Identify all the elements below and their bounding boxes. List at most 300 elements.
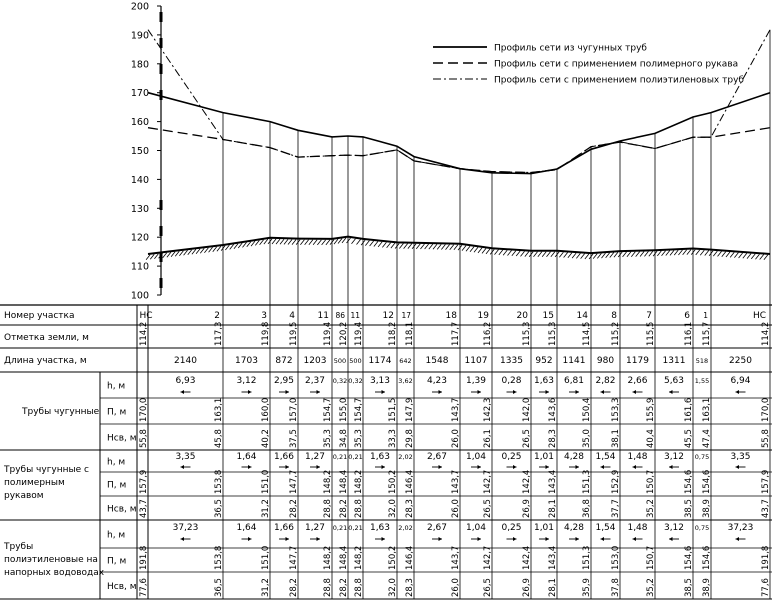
ground-mark-value: 114,5 (582, 321, 592, 346)
ground-hatch (696, 250, 700, 255)
sleeve-h-value: 1,01 (533, 452, 555, 462)
ground-hatch (730, 252, 734, 257)
sleeve-p-value: 152,9 (611, 469, 621, 494)
pe-h-value: 1,63 (369, 523, 391, 533)
ground-hatch (606, 253, 610, 258)
pe-p-value: 148,2 (354, 545, 364, 570)
ground-hatch (280, 239, 284, 244)
ground-hatch (734, 253, 738, 258)
cast-h-value: 3,13 (369, 376, 391, 386)
ground-hatch (276, 239, 280, 244)
sleeve-h-value: 0,75 (694, 453, 710, 461)
sleeve-hsv-value: 38,5 (684, 499, 694, 518)
section-length: 2250 (729, 356, 752, 366)
cast-h-value: 1,39 (465, 376, 487, 386)
pe-hsv-value: 28,2 (289, 578, 299, 597)
row-sublabel: h, м (107, 530, 126, 541)
flow-arrow-head (736, 390, 740, 394)
sleeve-p-value: 150,2 (388, 469, 398, 494)
flow-arrow-head (286, 465, 290, 469)
ground-hatch (747, 254, 751, 259)
ground-hatch (581, 254, 585, 259)
ground-hatch (437, 244, 441, 249)
cast-p-value: 142,3 (483, 397, 493, 422)
flow-arrow-head (513, 465, 517, 469)
pe-p-value: 151,0 (261, 545, 271, 570)
ground-hatch (503, 250, 507, 255)
ground-hatch (623, 252, 627, 257)
cast-h-value: 0,32 (332, 377, 348, 385)
section-length: 2140 (174, 356, 197, 366)
flow-arrow-head (633, 537, 637, 541)
cast-p-value: 170,0 (139, 397, 149, 422)
section-length: 1203 (303, 356, 327, 366)
flow-arrow-head (317, 465, 321, 469)
ground-hatch (309, 240, 313, 245)
ground-hatch (576, 253, 580, 258)
pe-hsv-value: 26,0 (451, 578, 461, 597)
row-label-sleeve-line-2: полимерным (4, 478, 65, 488)
cast-hsv-value: 26,1 (483, 429, 493, 448)
ground-mark-value: 115,3 (548, 321, 558, 346)
ground-hatch (572, 253, 576, 258)
cast-p-value: 163,1 (214, 397, 224, 422)
ground-mark-value: 119,4 (354, 321, 364, 346)
flow-arrow-head (736, 465, 740, 469)
ground-mark-value: 118,1 (405, 321, 415, 346)
ground-hatch (466, 246, 470, 251)
ground-hatch (649, 251, 653, 256)
section-length: 1141 (562, 356, 586, 366)
ground-hatch (378, 242, 382, 247)
sleeve-p-value: 150,7 (646, 469, 656, 494)
row-label-pe-line-3: напорных водоводах (4, 568, 105, 578)
row-sublabel: h, м (107, 457, 126, 468)
cast-p-value: 142,0 (522, 397, 532, 422)
ground-hatch (627, 252, 631, 257)
node-number: 86 (335, 311, 345, 320)
ground-hatch (175, 251, 179, 256)
ground-hatch (597, 253, 601, 258)
sleeve-p-value: 154,6 (702, 469, 712, 494)
node-number: 2 (214, 311, 220, 321)
section-length: 1174 (368, 356, 392, 366)
flow-arrow-head (601, 465, 605, 469)
pe-p-value: 153,8 (214, 545, 224, 570)
sleeve-h-value: 3,35 (175, 452, 196, 462)
cast-p-value: 157,0 (289, 397, 299, 422)
row-label-sleeve-line-1: Трубы чугунные с (4, 465, 89, 475)
ground-hatch (300, 240, 304, 245)
ground-hatch (542, 252, 546, 257)
pe-p-value: 150,2 (388, 545, 398, 570)
sleeve-hsv-value: 26,0 (451, 499, 461, 518)
pe-p-value: 146,4 (405, 545, 415, 570)
sleeve-hsv-value: 28,1 (548, 499, 558, 518)
ground-hatch (260, 240, 264, 245)
grid-layer (223, 30, 770, 305)
ground-mark-value: 117,7 (451, 321, 461, 346)
flow-arrow-head (478, 465, 482, 469)
ground-hatch (678, 250, 682, 255)
row-label-ground-mark: Отметка земли, м (4, 333, 89, 343)
row-sublabel: П, м (107, 480, 127, 491)
section-length: 500 (333, 357, 347, 365)
ground-hatch (585, 254, 589, 259)
cast-h-value: 6,94 (730, 376, 751, 386)
flow-arrow-head (181, 465, 185, 469)
row-sublabel: Нсв, м (107, 433, 137, 444)
ground-hatch (204, 248, 208, 253)
pe-hsv-value: 26,5 (483, 578, 493, 597)
flow-arrow-head (546, 537, 550, 541)
node-number: НС (139, 311, 153, 321)
flow-arrow-head (439, 537, 443, 541)
sleeve-h-value: 0,21 (348, 453, 363, 461)
flow-arrow-head (669, 465, 673, 469)
sleeve-h-value: 1,64 (236, 452, 257, 462)
cast-h-value: 0,28 (501, 376, 522, 386)
ground-hatch (636, 252, 640, 257)
ground-hatch (305, 240, 309, 245)
pe-p-value: 143,7 (451, 545, 461, 570)
sleeve-p-value: 157,9 (139, 469, 149, 494)
ground-hatch (478, 248, 482, 253)
ground-hatch (255, 240, 259, 245)
cast-p-value: 161,6 (684, 397, 694, 422)
node-number: 15 (542, 311, 554, 321)
flow-arrow-head (633, 465, 637, 469)
cast-hsv-value: 26,0 (451, 429, 461, 448)
node-number: НС (752, 311, 766, 321)
ground-hatch (352, 239, 356, 244)
flow-arrow-head (439, 465, 443, 469)
sleeve-hsv-value: 28,2 (339, 499, 349, 518)
flow-arrow-head (439, 390, 443, 394)
cast-p-value: 155,0 (339, 397, 349, 422)
pe-p-value: 154,6 (702, 545, 712, 570)
sleeve-p-value: 147,7 (289, 469, 299, 494)
sleeve-p-value: 142,4 (522, 469, 532, 494)
ground-hatch (644, 251, 648, 256)
pe-p-value: 154,6 (684, 545, 694, 570)
node-number: 18 (445, 311, 457, 321)
ground-hatch (213, 247, 217, 252)
ground-hatch (420, 244, 424, 249)
pe-hsv-value: 28,2 (339, 578, 349, 597)
ground-hatch (516, 251, 520, 256)
cast-hsv-value: 35,3 (354, 429, 364, 448)
ground-hatch (525, 252, 529, 257)
section-length: 1179 (626, 356, 649, 366)
sleeve-h-value: 0,25 (501, 452, 522, 462)
ground-mark-value: 119,8 (261, 321, 271, 346)
ground-hatch (614, 252, 618, 257)
y-tick-label: 100 (130, 290, 149, 302)
ground-hatch (495, 250, 499, 255)
pe-h-value: 1,64 (236, 523, 257, 533)
sleeve-h-value: 3,12 (663, 452, 685, 462)
ground-hatch (547, 252, 551, 257)
cast-h-value: 2,37 (304, 376, 326, 386)
ground-hatch (446, 245, 450, 250)
flow-arrow-head (513, 537, 517, 541)
ground-hatch (238, 243, 242, 248)
flow-arrow-head (633, 390, 637, 394)
ground-hatch (462, 246, 466, 251)
sleeve-hsv-value: 26,5 (483, 499, 493, 518)
pe-hsv-value: 28,1 (548, 578, 558, 597)
row-sublabel: Нсв, м (107, 582, 137, 592)
sleeve-p-value: 153,8 (214, 469, 224, 494)
y-tick-label: 120 (130, 232, 149, 244)
ground-hatch (264, 239, 268, 244)
flow-arrow-head (601, 537, 605, 541)
section-length: 518 (695, 357, 709, 365)
sleeve-hsv-value: 43,7 (139, 499, 149, 518)
cast-p-value: 154,7 (354, 397, 364, 422)
pe-hsv-value: 38,5 (684, 578, 694, 597)
data-table (0, 305, 772, 599)
ground-hatch (382, 242, 386, 247)
ground-hatch (196, 249, 200, 254)
pe-hsv-value: 35,9 (582, 578, 592, 597)
ground-hatch (163, 253, 167, 258)
sleeve-h-value: 2,67 (426, 452, 448, 462)
flow-arrow-head (181, 390, 185, 394)
flow-arrow-head (286, 537, 290, 541)
sleeve-h-value: 1,04 (465, 452, 487, 462)
cast-h-value: 4,23 (426, 376, 448, 386)
sleeve-hsv-value: 26,9 (522, 499, 532, 518)
pe-p-value: 142,4 (522, 545, 532, 570)
ground-hatch (470, 247, 474, 252)
cast-hsv-value: 55,8 (761, 429, 771, 448)
ground-mark-value: 115,2 (611, 321, 621, 346)
ground-mark-value: 117,3 (214, 321, 224, 346)
flow-arrow-head (669, 390, 673, 394)
cast-hsv-value: 45,8 (214, 429, 224, 448)
ground-hatch (433, 244, 437, 249)
cast-hsv-value: 26,5 (522, 429, 532, 448)
ground-hatch (474, 247, 478, 252)
cast-p-value: 147,9 (405, 397, 415, 422)
pe-p-value: 148,4 (339, 545, 349, 570)
cast-p-value: 153,3 (611, 397, 621, 422)
ground-mark-value: 118,2 (388, 321, 398, 346)
ground-hatch (292, 240, 296, 245)
pe-hsv-value: 28,8 (354, 578, 364, 597)
legend-label-3: Профиль сети с применением полиэтиленовых труб (494, 75, 744, 86)
row-sublabel: П, м (107, 407, 127, 418)
cast-hsv-value: 45,5 (684, 429, 694, 448)
ground-hatch (751, 254, 755, 259)
flow-arrow-head (513, 390, 517, 394)
ground-hatch (534, 252, 538, 257)
ground-hatch (755, 254, 759, 259)
ground-hatch (374, 241, 378, 246)
ground-hatch (317, 240, 321, 245)
flow-arrow-head (317, 537, 321, 541)
pe-h-value: 1,27 (304, 523, 326, 533)
ground-hatch (167, 252, 171, 257)
pe-p-value: 147,7 (289, 545, 299, 570)
row-label-pe-line-1: Трубы (4, 542, 34, 552)
node-number: 20 (516, 311, 528, 321)
ground-hatch (486, 249, 490, 254)
ground-hatch (347, 238, 351, 243)
cast-h-value: 3,12 (236, 376, 257, 386)
pe-hsv-value: 32,0 (388, 578, 398, 597)
cast-hsv-value: 40,4 (646, 429, 656, 448)
ground-hatch (482, 248, 486, 253)
node-number: 4 (289, 311, 295, 321)
y-tick-label: 150 (130, 146, 149, 157)
flow-arrow-head (382, 465, 386, 469)
sleeve-p-value: 157,9 (761, 469, 771, 494)
cast-p-value: 151,5 (388, 397, 398, 422)
row-sublabel: П, м (107, 556, 127, 567)
pe-h-value: 1,66 (273, 523, 295, 533)
ground-hatch (391, 243, 395, 248)
sleeve-hsv-value: 28,8 (323, 499, 333, 518)
ground-hatch (338, 238, 342, 243)
y-tick-label: 180 (130, 59, 149, 71)
ground-mark-value: 116,1 (684, 321, 694, 346)
legend-label-1: Профиль сети из чугунных труб (494, 43, 647, 54)
pe-h-value: 2,02 (398, 524, 413, 532)
sleeve-hsv-value: 43,7 (761, 499, 771, 518)
cast-hsv-value: 34,8 (339, 429, 349, 448)
ground-hatch (399, 244, 403, 249)
y-tick-label: 130 (130, 203, 149, 215)
cast-p-value: 143,7 (451, 397, 461, 422)
section-length: 872 (275, 356, 293, 366)
y-tick-label: 170 (130, 88, 149, 100)
ground-hatch (184, 250, 188, 255)
y-tick-label: 190 (130, 30, 149, 42)
sleeve-p-value: 148,2 (354, 469, 364, 494)
sleeve-h-value: 1,66 (273, 452, 295, 462)
cast-p-value: 163,1 (702, 397, 712, 422)
pe-h-value: 4,28 (563, 523, 585, 533)
legend-label-2: Профиль сети с применением полимерного рукава (494, 59, 739, 70)
series-polyethylene-line (148, 30, 770, 173)
ground-hatch (666, 251, 670, 256)
ground-hatch (146, 255, 150, 260)
sleeve-p-value: 151,3 (582, 469, 592, 494)
sleeve-p-value: 142,7 (483, 469, 493, 494)
pe-hsv-value: 77,6 (139, 578, 149, 597)
ground-hatch (334, 239, 338, 244)
sleeve-hsv-value: 36,5 (214, 499, 224, 518)
ground-hatch (342, 238, 346, 243)
flow-arrow-head (317, 390, 321, 394)
pe-h-value: 3,12 (663, 523, 685, 533)
cast-h-value: 2,66 (627, 376, 648, 386)
pe-p-value: 143,4 (548, 545, 558, 570)
sleeve-h-value: 4,28 (563, 452, 585, 462)
ground-hatch (425, 244, 429, 249)
cast-hsv-value: 29,8 (405, 429, 415, 448)
ground-hatch (251, 241, 255, 246)
flow-arrow-head (248, 390, 252, 394)
cast-h-value: 6,81 (563, 376, 585, 386)
sleeve-p-value: 146,4 (405, 469, 415, 494)
ground-hatch (508, 250, 512, 255)
flow-arrow-head (546, 390, 550, 394)
sleeve-p-value: 148,2 (323, 469, 333, 494)
flow-arrow-head (669, 537, 673, 541)
pe-p-value: 148,2 (323, 545, 333, 570)
ground-hatch (365, 241, 369, 246)
cast-h-value: 3,62 (398, 377, 413, 385)
node-number: 17 (401, 311, 411, 320)
ground-hatch (593, 254, 597, 259)
section-length: 1107 (464, 356, 488, 366)
section-length: 500 (349, 357, 362, 365)
flow-arrow-head (248, 465, 252, 469)
cast-h-value: 5,63 (663, 376, 685, 386)
cast-hsv-value: 40,2 (261, 429, 271, 448)
sleeve-hsv-value: 31,2 (261, 499, 271, 518)
section-length: 1548 (425, 356, 449, 366)
pe-h-value: 1,04 (465, 523, 487, 533)
cast-hsv-value: 35,0 (582, 429, 592, 448)
ground-hatch (538, 252, 542, 257)
cast-h-value: 0,32 (348, 377, 363, 385)
sleeve-hsv-value: 37,7 (611, 499, 621, 518)
flow-arrow-head (248, 537, 252, 541)
ground-hatch (499, 250, 503, 255)
cast-p-value: 150,4 (582, 397, 592, 422)
flow-arrow-head (478, 390, 482, 394)
pe-h-value: 2,67 (426, 523, 448, 533)
cast-h-value: 1,55 (694, 377, 710, 385)
cast-h-value: 2,95 (273, 376, 295, 386)
flow-arrow-head (576, 465, 580, 469)
node-number: 7 (646, 311, 652, 321)
sleeve-hsv-value: 36,8 (582, 499, 592, 518)
pe-h-value: 1,01 (533, 523, 555, 533)
pe-hsv-value: 26,9 (522, 578, 532, 597)
ground-hatch (512, 251, 516, 256)
flow-arrow-head (576, 390, 580, 394)
ground-hatch (450, 245, 454, 250)
ground-hatch (610, 253, 614, 258)
cast-hsv-value: 55,8 (139, 429, 149, 448)
ground-mark-value: 114,2 (139, 321, 149, 346)
ground-hatch (370, 241, 374, 246)
ground-hatch (154, 254, 158, 259)
ground-hatch (568, 253, 572, 258)
ground-line (148, 237, 770, 254)
row-label-pe-line-2: полиэтиленовые на (4, 555, 98, 565)
section-length: 952 (535, 356, 553, 366)
ground-hatch (640, 251, 644, 256)
pe-hsv-value: 77,6 (761, 578, 771, 597)
ground-hatch (521, 251, 525, 256)
pe-p-value: 191,8 (139, 545, 149, 570)
sleeve-p-value: 148,4 (339, 469, 349, 494)
section-length: 642 (399, 357, 412, 365)
pe-h-value: 0,75 (694, 524, 710, 532)
ground-hatch (272, 239, 276, 244)
node-number: 11 (350, 311, 360, 320)
pe-p-value: 150,7 (646, 545, 656, 570)
pe-hsv-value: 28,3 (405, 578, 415, 597)
y-tick-label: 110 (130, 261, 149, 273)
